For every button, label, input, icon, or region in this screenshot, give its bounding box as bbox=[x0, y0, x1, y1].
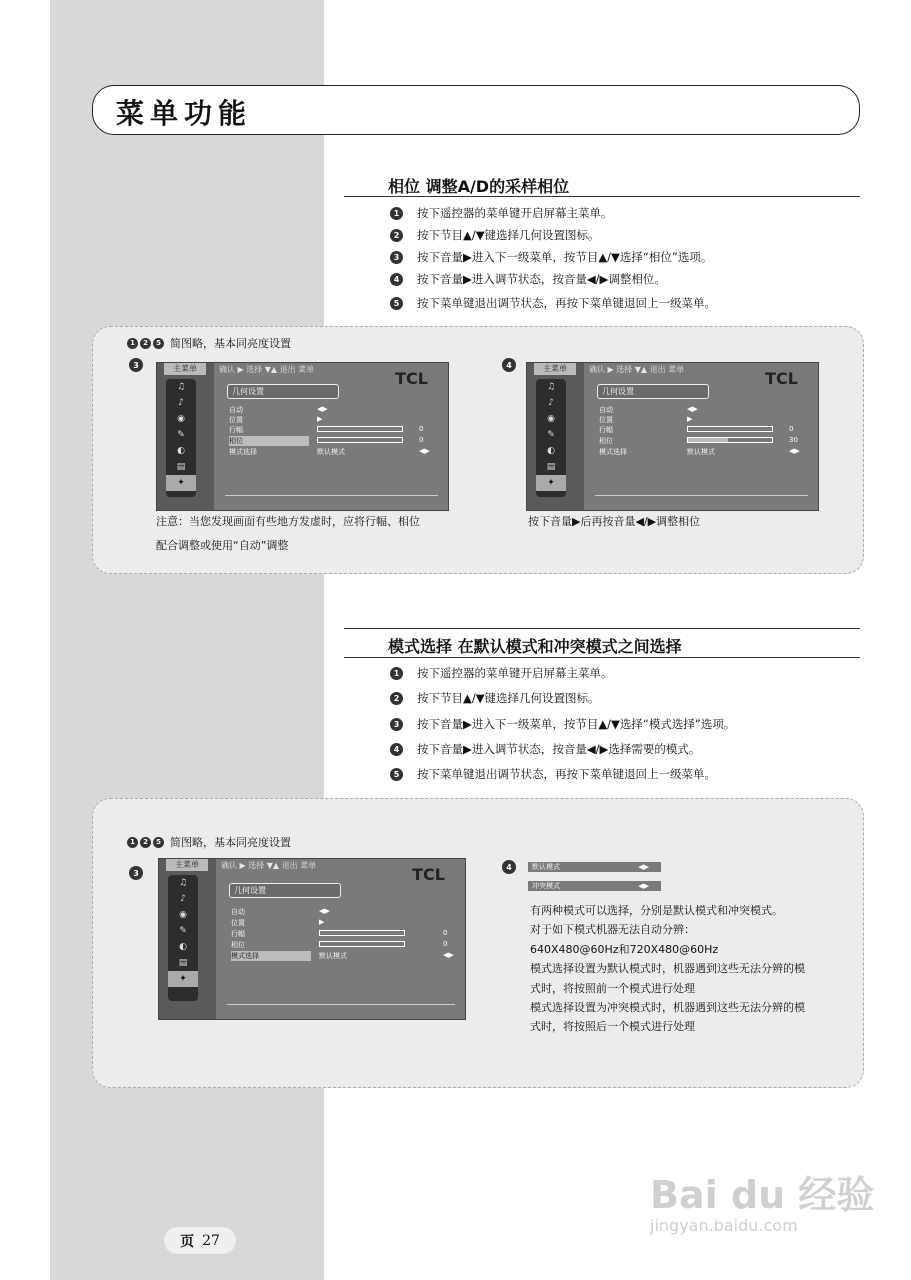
tool-icon: ✎ bbox=[547, 430, 555, 440]
osd-row-mode: 模式选择 bbox=[599, 448, 627, 456]
osd-row-position: 位置 bbox=[231, 919, 245, 927]
picture-icon: ♫ bbox=[176, 382, 186, 392]
panel1-left-marker: 3 bbox=[129, 358, 143, 372]
mode-explanation: 有两种模式可以选择，分别是默认模式和冲突模式。 对于如下模式机器无法自动分辨： 640X480@60Hz和720X480@60Hz 模式选择设置为默认模式时，机器遇到这些无法分辨的模 式时，将按照前一个模式进行处理 模式选择设置为冲突模式时，机器遇到这些无法分辨的模 式时，将按照后一个模式进行处理 bbox=[530, 904, 805, 1034]
osd-bottom-line bbox=[227, 1004, 455, 1005]
step-number-icon: 2 bbox=[390, 692, 403, 705]
timer-icon: ◐ bbox=[547, 446, 555, 456]
osd-row-position-arrow: ▶ bbox=[687, 415, 693, 423]
step-number-icon: 2 bbox=[390, 229, 403, 242]
osd-icon-column bbox=[166, 379, 196, 497]
panel1-right-marker: 4 bbox=[502, 358, 516, 372]
section2-divider-top bbox=[344, 628, 860, 629]
marker-icon: 1 bbox=[127, 338, 138, 349]
section2-step-5: 5 按下菜单键退出调节状态，再按下菜单键退回上一级菜单。 bbox=[390, 766, 716, 782]
panel1-right-caption: 按下音量▶后再按音量◀/▶调整相位 bbox=[528, 515, 701, 528]
section2-step-4: 4 按下音量▶进入调节状态，按音量◀/▶选择需要的模式。 bbox=[390, 741, 700, 757]
panel1-left-caption: 注意：当您发现画面有些地方发虚时，应将行幅、相位 配合调整或使用“自动”调整 bbox=[156, 515, 420, 552]
osd-submenu-title: 几何设置 bbox=[229, 883, 341, 898]
osd-row-auto: 自动 bbox=[599, 406, 613, 414]
osd-icon-column bbox=[168, 875, 198, 1001]
osd-phase-value: 0 bbox=[419, 436, 424, 444]
picture-icon: ♫ bbox=[178, 878, 188, 888]
screen-icon: ▤ bbox=[546, 462, 556, 472]
osd-width-value: 0 bbox=[789, 425, 794, 433]
osd-row-width: 行幅 bbox=[599, 426, 613, 434]
marker-icon: 2 bbox=[140, 338, 151, 349]
panel2-note: 1 2 5 简图略，基本同亮度设置 bbox=[127, 834, 291, 850]
osd-main-label: 主菜单 bbox=[534, 363, 576, 375]
section2-step-1: 1 按下遥控器的菜单键开启屏幕主菜单。 bbox=[390, 665, 613, 681]
osd-phase-value: 30 bbox=[789, 436, 798, 444]
step-number-icon: 4 bbox=[390, 743, 403, 756]
osd-row-mode-value: 默认模式 bbox=[317, 448, 345, 456]
osd-row-width: 行幅 bbox=[229, 426, 243, 434]
tcl-logo: TCL bbox=[395, 369, 428, 388]
osd-main-label: 主菜单 bbox=[166, 859, 208, 871]
sound-icon: ♪ bbox=[178, 398, 184, 408]
tcl-logo: TCL bbox=[765, 369, 798, 388]
osd-width-slider bbox=[319, 930, 405, 936]
sound-icon: ♪ bbox=[180, 894, 186, 904]
osd-bottom-line bbox=[225, 495, 438, 496]
section1-step-1: 1 按下遥控器的菜单键开启屏幕主菜单。 bbox=[390, 205, 613, 221]
sound-icon: ♪ bbox=[548, 398, 554, 408]
section1-step-5: 5 按下菜单键退出调节状态，再按下菜单键退回上一级菜单。 bbox=[390, 295, 716, 311]
osd-row-mode-arrow: ◀▶ bbox=[443, 951, 454, 959]
timer-icon: ◐ bbox=[179, 942, 187, 952]
osd-width-slider bbox=[687, 426, 773, 432]
panel2-left-marker: 3 bbox=[129, 866, 143, 880]
osd-submenu-title: 几何设置 bbox=[227, 384, 339, 399]
osd-row-auto-arrow: ◀▶ bbox=[317, 405, 328, 413]
osd-row-position: 位置 bbox=[229, 416, 243, 424]
osd-phase-slider bbox=[319, 941, 405, 947]
osd-bottom-line bbox=[595, 495, 808, 496]
osd-width-value: 0 bbox=[419, 425, 424, 433]
osd-screen-1 bbox=[156, 362, 449, 511]
osd-hint: 确认 ▶ 选择 ▼▲ 退出 菜单 bbox=[221, 861, 317, 870]
geometry-icon: ✦ bbox=[168, 971, 198, 987]
osd-row-auto: 自动 bbox=[231, 908, 245, 916]
section1-step-3: 3 按下音量▶进入下一级菜单，按节目▲/▼选择“相位”选项。 bbox=[390, 249, 712, 265]
osd-hint: 确认 ▶ 选择 ▼▲ 退出 菜单 bbox=[219, 365, 315, 374]
marker-icon: 2 bbox=[140, 837, 151, 848]
picture-icon: ♫ bbox=[546, 382, 556, 392]
section2-step-2: 2 按下节目▲/▼键选择几何设置图标。 bbox=[390, 690, 600, 706]
osd-row-auto-arrow: ◀▶ bbox=[319, 907, 330, 915]
osd-screen-2 bbox=[526, 362, 819, 511]
panel1-note: 1 2 5 简图略，基本同亮度设置 bbox=[127, 335, 291, 351]
baidu-watermark-logo: Bai du 经验 bbox=[650, 1173, 875, 1217]
timer-icon: ◐ bbox=[177, 446, 185, 456]
tool-icon: ✎ bbox=[177, 430, 185, 440]
geometry-icon: ✦ bbox=[536, 475, 566, 491]
osd-width-value: 0 bbox=[443, 929, 448, 937]
section1-step-4: 4 按下音量▶进入调节状态，按音量◀/▶调整相位。 bbox=[390, 271, 666, 287]
page-number-badge: 页 27 bbox=[164, 1227, 236, 1254]
osd-width-slider bbox=[317, 426, 403, 432]
osd-row-mode-arrow: ◀▶ bbox=[789, 447, 800, 455]
option-icon: ◉ bbox=[177, 414, 185, 424]
step-number-icon: 3 bbox=[390, 718, 403, 731]
osd-row-mode-value: 默认模式 bbox=[687, 448, 715, 456]
option-icon: ◉ bbox=[547, 414, 555, 424]
geometry-icon: ✦ bbox=[166, 475, 196, 491]
osd-row-mode: 模式选择 bbox=[231, 951, 311, 961]
step-number-icon: 3 bbox=[390, 251, 403, 264]
step-number-icon: 4 bbox=[390, 273, 403, 286]
osd-row-phase: 相位 bbox=[231, 941, 245, 949]
baidu-watermark-url: jingyan.baidu.com bbox=[650, 1216, 798, 1235]
screen-icon: ▤ bbox=[178, 958, 188, 968]
step-number-icon: 5 bbox=[390, 768, 403, 781]
osd-screen-3 bbox=[158, 858, 466, 1020]
section1-step-2: 2 按下节目▲/▼键选择几何设置图标。 bbox=[390, 227, 600, 243]
osd-row-position-arrow: ▶ bbox=[317, 415, 323, 423]
osd-row-auto-arrow: ◀▶ bbox=[687, 405, 698, 413]
osd-row-width: 行幅 bbox=[231, 930, 245, 938]
page-title: 菜单功能 bbox=[116, 97, 253, 130]
tool-icon: ✎ bbox=[179, 926, 187, 936]
osd-phase-value: 0 bbox=[443, 940, 448, 948]
tcl-logo: TCL bbox=[412, 865, 445, 884]
step-number-icon: 5 bbox=[390, 297, 403, 310]
osd-row-position: 位置 bbox=[599, 416, 613, 424]
marker-icon: 5 bbox=[153, 338, 164, 349]
option-icon: ◉ bbox=[179, 910, 187, 920]
osd-row-mode-value: 默认模式 bbox=[319, 952, 347, 960]
osd-row-auto: 自动 bbox=[229, 406, 243, 414]
osd-phase-slider bbox=[317, 437, 403, 443]
osd-row-position-arrow: ▶ bbox=[319, 918, 325, 926]
section1-divider bbox=[344, 196, 860, 197]
osd-phase-slider bbox=[687, 437, 773, 443]
osd-row-mode-arrow: ◀▶ bbox=[419, 447, 430, 455]
osd-row-phase: 相位 bbox=[229, 436, 309, 446]
osd-row-phase: 相位 bbox=[599, 437, 613, 445]
osd-row-mode: 模式选择 bbox=[229, 448, 257, 456]
marker-icon: 1 bbox=[127, 837, 138, 848]
marker-icon: 5 bbox=[153, 837, 164, 848]
panel2-right-marker: 4 bbox=[502, 860, 516, 874]
section1-title: 相位 调整A/D的采样相位 bbox=[388, 177, 570, 196]
left-gray-band bbox=[50, 0, 324, 1280]
step-number-icon: 1 bbox=[390, 667, 403, 680]
screen-icon: ▤ bbox=[176, 462, 186, 472]
section2-title: 模式选择 在默认模式和冲突模式之间选择 bbox=[388, 637, 682, 656]
mode-bar-default: 默认模式 ◀▶ bbox=[528, 862, 661, 872]
section2-divider bbox=[344, 657, 860, 658]
osd-icon-column bbox=[536, 379, 566, 497]
osd-hint: 确认 ▶ 选择 ▼▲ 退出 菜单 bbox=[589, 365, 685, 374]
osd-main-label: 主菜单 bbox=[164, 363, 206, 375]
osd-submenu-title: 几何设置 bbox=[597, 384, 709, 399]
step-number-icon: 1 bbox=[390, 207, 403, 220]
mode-bar-conflict: 冲突模式 ◀▶ bbox=[528, 881, 661, 891]
section2-step-3: 3 按下音量▶进入下一级菜单，按节目▲/▼选择“模式选择”选项。 bbox=[390, 716, 735, 732]
